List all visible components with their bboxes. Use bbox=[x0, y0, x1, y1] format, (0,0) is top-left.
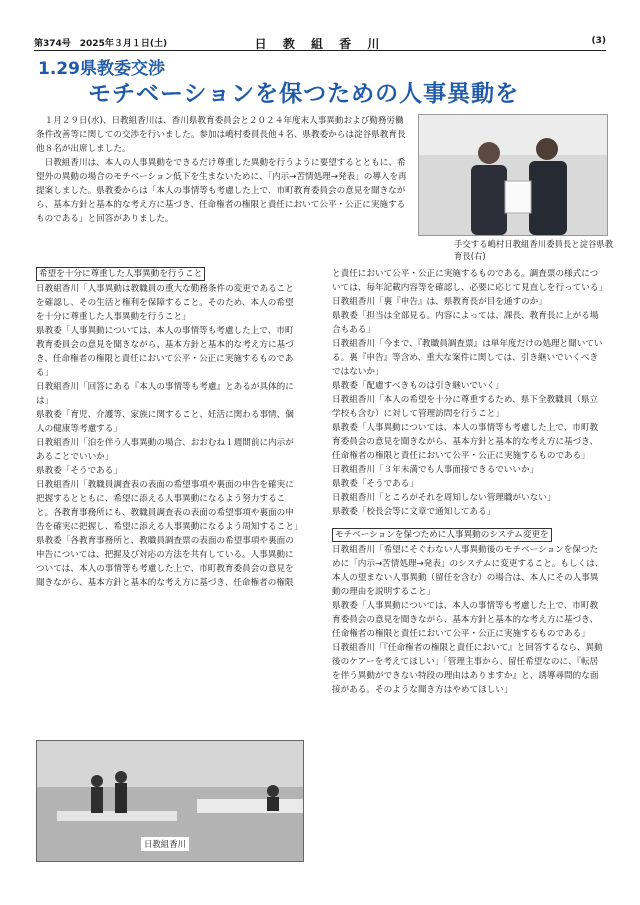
header-rule bbox=[34, 50, 606, 51]
dialogue-line: 日教組香川「回答にある『本人の事情等も考慮』とあるが具体的には」 bbox=[36, 382, 294, 406]
dialogue-line: 県教委「人事異動については、本人の事情等も考慮した上で、市町教育委員会の意見を聞きながら、基本方針と基本的な考え方に基づき、任命権者の権限と責任において公平・公正に実施するものである」 bbox=[332, 601, 599, 639]
dialogue-line: 日教組香川「泊を伴う人事異動の場合、おおむね１週間前に内示があることでいいか」 bbox=[36, 438, 294, 462]
dialogue-line: 県教委「担当は全部見る。内容によっては、課長、教育長に上がる場合もある」 bbox=[332, 311, 599, 335]
column-right bbox=[332, 267, 608, 697]
dialogue-line: 県教委「育児、介護等、家族に関すること、妊活に関わる事情、個人の健康等考慮する」 bbox=[36, 410, 294, 434]
dialogue-line: 日教組香川「ところがそれを周知しない管理職がいない」 bbox=[332, 493, 556, 503]
dialogue-line: 県教委「そうである」 bbox=[36, 466, 122, 476]
intro-text bbox=[36, 114, 408, 226]
intro-paragraph: １月２９日(水)、日教組香川は、香川県教育委員会と２０２４年度末人事異動および勤務労働条件改善等に関しての交渉を行いました。参加は嶋村委員長他４名、県教委からは淀谷県教育長他８名が出席しました。 bbox=[36, 116, 406, 154]
dialogue-line: 日教組香川「裏『申告』は、県教育長が目を通すのか」 bbox=[332, 297, 547, 307]
newspaper-name: 日 教 組 香 川 bbox=[254, 37, 386, 51]
dialogue-line: 県教委「配慮すべきものは引き継いでいく」 bbox=[332, 381, 504, 391]
page-header bbox=[34, 36, 606, 50]
dialogue-line: 日教組香川「３年未満でも人事面接できるでいいか」 bbox=[332, 465, 539, 475]
dialogue-line: 県教委「各教育事務所と、教職員調査票の表面の希望事項や裏面の申告については、把握及び対応の方法を共有している。人事異動については、本人の事情等も考慮した上で、市町教育委員会の意見を聞きながら、基本方針と基本的な考え方に基づき、任命権者の権限 bbox=[36, 536, 294, 588]
dialogue-line: と責任において公平・公正に実施するものである。調査票の様式については、毎年記載内容等を確認し、必要に応じて見直しを行っている」 bbox=[332, 269, 608, 293]
issue-date: 第374号 2025年３月１日(土) bbox=[34, 39, 168, 49]
dialogue-line: 日教組香川「本人の希望を十分に尊重するため、県下全教職員（県立学校も含む）に対して管理訪問を行うこと」 bbox=[332, 395, 599, 419]
dialogue-line: 日教組香川「希望にそぐわない人事異動後のモチベーションを保つために「内示→苦情処理→発表」のシステムに変更すること。もしくは、本人の望まない人事異動（留任を含む）の場合は、本人にその人事異動の理由を説明すること」 bbox=[332, 545, 604, 597]
dialogue-line: 日教組香川「人事異動は教職員の重大な勤務条件の変更であることを確認し、その生活と権利を保障すること。そのため、本人の希望を十分に尊重した人事異動を行うこと」 bbox=[36, 284, 294, 322]
handover-photo bbox=[418, 114, 608, 236]
intro-paragraph: 日教組香川は、本人の人事異動をできるだけ尊重した異動を行うように要望するとともに、希望外の異動の場合のモチベーション低下を生まないために、「内示→苦情処理→発表」の導入を再提案しました。県教委からは「本人の事情等も考慮した上で、市町教育委員会の意見を聞きながら、基本方針と基本的な考え方に基づき、任命権者の権限と責任において公平・公正に実施するものである」と回答がありました。 bbox=[36, 158, 407, 224]
dialogue-line: 県教委「そうである」 bbox=[332, 479, 418, 489]
dialogue-line: 日教組香川「『任命権者の権限と責任において』と回答するなら、異動後のケアーを考えてほしい」「管理主事から、留任希望なのに、『転居を伴う異動ができない特段の理由はありますか』と、誘導尋問的な面接がある。そのような聞き方はやめてほしい」 bbox=[332, 643, 603, 695]
dialogue-line: 県教委「人事異動については、本人の事情等も考慮した上で、市町教育委員会の意見を聞きながら、基本方針と基本的な考え方に基づき、任命権者の権限と責任において公平・公正に実施するものである」 bbox=[36, 326, 294, 378]
headline-main: モチベーションを保つための人事異動を bbox=[88, 81, 520, 107]
headline-date: 1.29県教委交渉 bbox=[38, 59, 165, 79]
photo-caption: 日教組香川 bbox=[141, 837, 189, 851]
dialogue-line: 県教委「人事異動については、本人の事情等も考慮した上で、市町教育委員会の意見を聞きながら、基本方針と基本的な考え方に基づき、任命権者の権限と責任において公平・公正に実施するものである」 bbox=[332, 423, 599, 461]
dialogue-line: 日教組香川「今まで、『教職員調査票』は単年度だけの処理と聞いている。裏『申告』等含め、重大な案件に関しては、引き継いでいくべきではないか」 bbox=[332, 339, 603, 377]
meeting-photo bbox=[36, 740, 304, 862]
column-left bbox=[36, 267, 302, 590]
section-heading: 希望を十分に尊重した人事異動を行うこと bbox=[36, 267, 205, 281]
photo-caption: 手交する嶋村日教組香川委員長と淀谷県教育長(右) bbox=[454, 239, 614, 261]
page-number: (3) bbox=[591, 36, 606, 46]
section-heading: モチベーションを保つために人事異動のシステム変更を bbox=[332, 528, 552, 542]
dialogue-line: 日教組香川「教職員調査表の表面の希望事項や裏面の申告を確実に把握するとともに、希望に添える人事異動になるよう努力すること。各教育事務所にも、教職員調査表の表面の希望事項や裏面の申告を確実に把握し、希望に添える人事異動になるよう周知すること」 bbox=[36, 480, 303, 532]
dialogue-line: 県教委「校長会等に文章で通知してある」 bbox=[332, 507, 496, 517]
